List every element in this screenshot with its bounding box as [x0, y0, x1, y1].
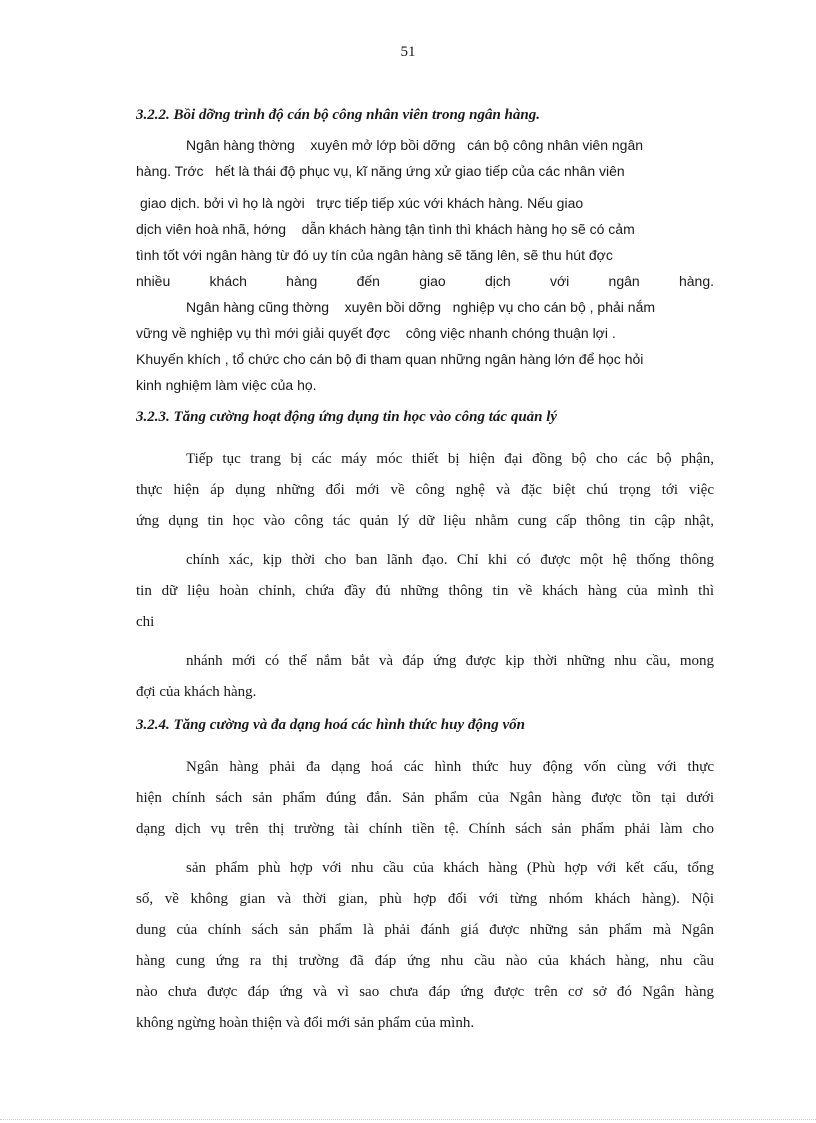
- section-heading-3-2-3: 3.2.3. Tăng cường hoạt động ứng dụng tin học vào công tác quản lý: [136, 409, 558, 425]
- paragraph-line: dung của chính sách sản phẩm là phải đánh giá được những sản phẩm mà Ngân: [136, 922, 714, 938]
- paragraph-line: giao dịch. bởi vì họ là ngời trực tiếp tiếp xúc với khách hàng. Nếu giao: [140, 195, 584, 211]
- paragraph-line: số, về không gian và thời gian, phù hợp đối với từng nhóm khách hàng). Nội: [136, 891, 714, 907]
- paragraph-line: Khuyến khích , tổ chức cho cán bộ đi tham quan những ngân hàng lớn để học hỏi: [136, 351, 644, 367]
- paragraph-line: vững về nghiệp vụ thì mới giải quyết đợc công việc nhanh chóng thuận lợi .: [136, 325, 616, 341]
- paragraph-line: nhánh mới có thể nắm bắt và đáp ứng được kịp thời những nhu cầu, mong: [186, 653, 714, 669]
- paragraph-line: Ngân hàng cũng thờng xuyên bồi dỡng nghiệp vụ cho cán bộ , phải nắm: [186, 299, 656, 315]
- paragraph-line: không ngừng hoàn thiện và đổi mới sản phẩm của mình.: [136, 1015, 475, 1031]
- paragraph-line: chính xác, kịp thời cho ban lãnh đạo. Chỉ khi có được một hệ thống thông: [186, 552, 714, 568]
- paragraph-line: thực hiện áp dụng những đổi mới về công nghệ và đặc biệt chú trọng tới việc: [136, 482, 714, 498]
- document-body: [136, 100, 714, 1039]
- paragraph-line: hàng cung ứng ra thị trường đã đáp ứng nhu cầu nào của khách hàng, nhu cầu: [136, 953, 714, 969]
- paragraph-line: hàng. Trớc hết là thái độ phục vụ, kĩ năng ứng xử giao tiếp của các nhân viên: [136, 163, 625, 179]
- paragraph-line: đợi của khách hàng.: [136, 684, 257, 700]
- paragraph-line: dịch viên hoà nhã, hớng dẫn khách hàng tận tình thì khách hàng họ sẽ có cảm: [136, 221, 635, 237]
- page-bottom-rule: [0, 1119, 816, 1120]
- paragraph-line: hiện chính sách sản phẩm đúng đắn. Sản phẩm của Ngân hàng được tồn tại dưới: [136, 790, 714, 806]
- page-number: 51: [400, 44, 416, 60]
- paragraph-line: tình tốt với ngân hàng từ đó uy tín của ngân hàng sẽ tăng lên, sẽ thu hút đợc: [136, 247, 613, 263]
- paragraph-line: Tiếp tục trang bị các máy móc thiết bị hiện đại đồng bộ cho các bộ phận,: [186, 451, 714, 467]
- paragraph-line: sản phẩm phù hợp với nhu cầu của khách hàng (Phù hợp với kết cấu, tổng: [186, 860, 714, 876]
- paragraph-line: Ngân hàng thờng xuyên mở lớp bồi dỡng cán bộ công nhân viên ngân: [186, 137, 644, 153]
- paragraph-line: nào chưa được đáp ứng và vì sao chưa đáp ứng được trên cơ sở đó Ngân hàng: [136, 984, 714, 1000]
- paragraph-line: ứng dụng tin học vào công tác quản lý dữ liệu nhằm cung cấp thông tin cập nhật,: [136, 513, 714, 529]
- section-heading-3-2-4: 3.2.4. Tăng cường và đa dạng hoá các hình thức huy động vốn: [136, 717, 525, 733]
- paragraph-line: Ngân hàng phải đa dạng hoá các hình thức huy động vốn cùng với thực: [186, 759, 714, 775]
- paragraph-line: tin dữ liệu hoàn chỉnh, chứa đầy đủ những thông tin về khách hàng của mình thì: [136, 583, 714, 599]
- paragraph-line: nhiều khách hàng đến giao dịch với ngân hàng.: [136, 273, 714, 289]
- paragraph-line: dạng dịch vụ trên thị trường tài chính tiền tệ. Chính sách sản phẩm phải làm cho: [136, 821, 714, 837]
- paragraph-line: kinh nghiệm làm việc của họ.: [136, 377, 317, 393]
- section-heading-3-2-2: 3.2.2. Bồi dỡng trình độ cán bộ công nhân viên trong ngân hàng.: [136, 107, 540, 123]
- paragraph-line: chi: [136, 614, 155, 630]
